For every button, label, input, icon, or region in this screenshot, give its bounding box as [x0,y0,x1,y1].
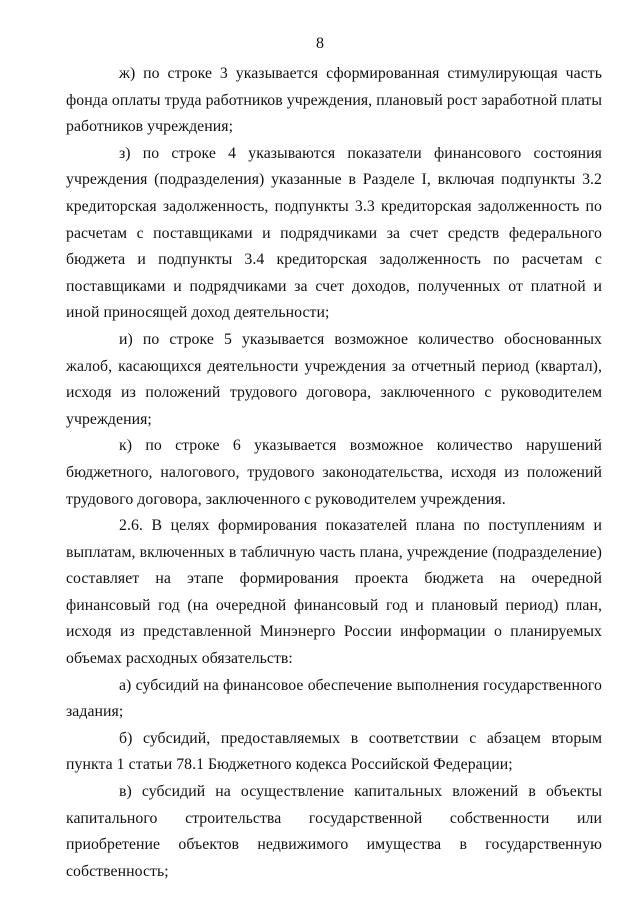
paragraph-2-6: 2.6. В целях формирования показателей плана по поступлениям и выплатам, включенных в табличную часть плана, учреждение (подразделение) составляет на этапе формирования проекта бюджета на очередной финансовый год (на очередной финансовый год и плановый период) план, исходя из представленной Минэнерго России информации о планируемых объемах расходных обязательств: [66,517,602,668]
page-number: 8 [316,35,324,52]
paragraph-b: б) субсидий, предоставляемых в соответствии с абзацем вторым пункта 1 статьи 78.1 Бюджетного кодекса Российской Федерации; [66,729,602,774]
paragraph-a: а) субсидий на финансовое обеспечение выполнения государственного задания; [66,676,602,721]
document-body [66,61,602,885]
paragraph-k: к) по строке 6 указывается возможное количество нарушений бюджетного, налогового, трудового законодательства, исходя из положений трудового договора, заключенного с руководителем учреждения. [66,437,602,508]
paragraph-z: з) по строке 4 указываются показатели финансового состояния учреждения (подразделения) указанные в Разделе I, включая подпункты 3.2 кредиторская задолженность, подпункты 3.3 кредиторская задолженность по расчетам с поставщиками и подрядчиками за счет средств федерального бюджета и подпункты 3.4 кредиторская задолженность по расчетам с поставщиками и подрядчиками за счет доходов, полученных от платной и иной приносящей доход деятельности; [66,144,602,322]
paragraph-zh: ж) по строке 3 указывается сформированная стимулирующая часть фонда оплаты труда работников учреждения, плановый рост заработной платы работников учреждения; [66,65,602,136]
paragraph-v: в) субсидий на осуществление капитальных вложений в объекты капитального строительства государственной собственности или приобретение объектов недвижимого имущества в государственную собственность; [66,783,602,880]
paragraph-i: и) по строке 5 указывается возможное количество обоснованных жалоб, касающихся деятельности учреждения за отчетный период (квартал), исходя из положений трудового договора, заключенного с руководителем учреждения; [66,330,602,428]
